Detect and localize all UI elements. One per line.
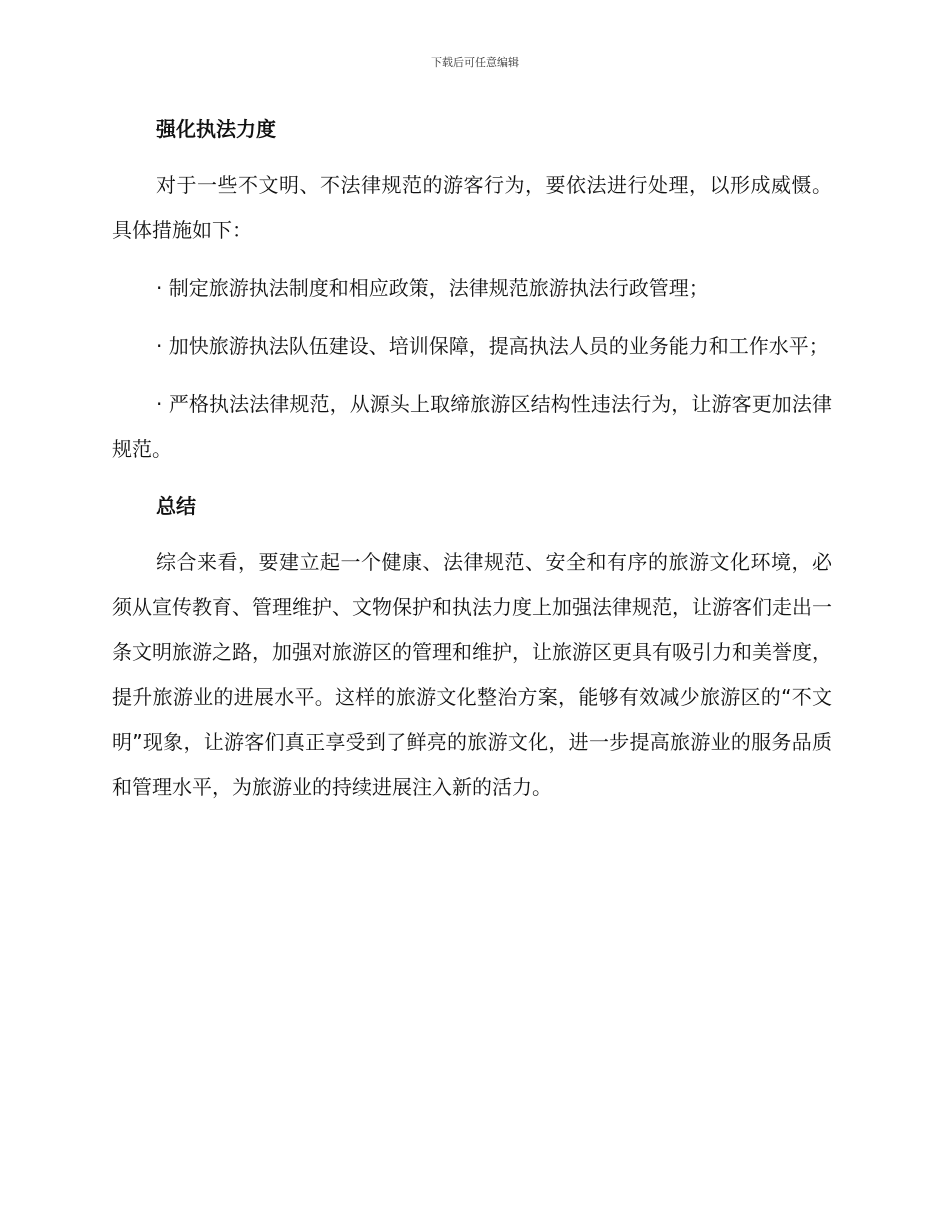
section-intro-paragraph: 对于一些不文明、不法律规范的游客行为，要依法进行处理，以形成威慑。具体措施如下： — [112, 173, 832, 242]
page-header-note: 下载后可任意编辑 — [431, 56, 519, 69]
summary-paragraph: 综合来看，要建立起一个健康、法律规范、安全和有序的旅游文化环境，必须从宣传教育、管理维护、文物保护和执法力度上加强法律规范，让游客们走出一条文明旅游之路，加强对旅游区的管理和维护，让旅游区更具有吸引力和美誉度，提升旅游业的进展水平。这样的旅游文化整治方案，能够有效减少旅游区的“不文明”现象，让游客们真正享受到了鲜亮的旅游文化，进一步提高旅游业的服务品质和管理水平，为旅游业的持续进展注入新的活力。 — [112, 550, 832, 799]
section-heading-enforcement: 强化执法力度 — [156, 117, 276, 141]
section-heading-summary: 总结 — [156, 494, 196, 518]
bullet-item-policy: · 制定旅游执法制度和相应政策，法律规范旅游执法行政管理； — [156, 276, 709, 300]
bullet-item-strict-enforcement: · 严格执法法律规范，从源头上取缔旅游区结构性违法行为，让游客更加法律规范。 — [112, 392, 832, 461]
bullet-item-team-building: · 加快旅游执法队伍建设、培训保障，提高执法人员的业务能力和工作水平； — [156, 334, 829, 358]
document-content — [112, 112, 832, 810]
